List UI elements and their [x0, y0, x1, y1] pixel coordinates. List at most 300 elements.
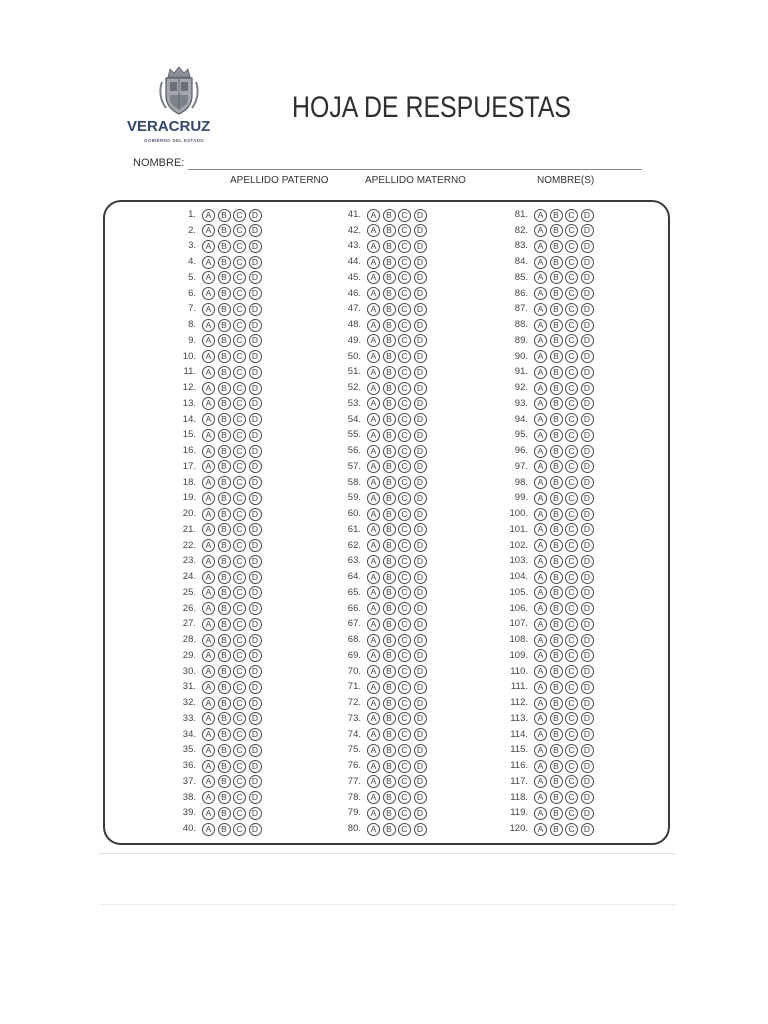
- answer-bubble-d: D: [581, 334, 594, 347]
- question-row: [315, 286, 435, 302]
- answer-bubble-a: A: [367, 240, 380, 253]
- answer-bubble-c: C: [233, 366, 246, 379]
- question-number: 78.: [347, 791, 361, 803]
- answer-bubble-c: C: [565, 728, 578, 741]
- question-number: 59.: [347, 492, 361, 504]
- answer-bubble-d: D: [581, 744, 594, 757]
- answer-bubble-b: B: [383, 807, 396, 820]
- answer-bubble-a: A: [202, 618, 215, 631]
- answer-bubble-a: A: [367, 775, 380, 788]
- answer-bubble-a: A: [534, 697, 547, 710]
- answer-bubble-c: C: [233, 445, 246, 458]
- question-row: [482, 679, 602, 695]
- answer-bubble-d: D: [414, 240, 427, 253]
- answer-bubble-d: D: [581, 760, 594, 773]
- answer-bubble-b: B: [550, 571, 563, 584]
- question-number: 35.: [182, 744, 196, 756]
- question-number: 87.: [514, 303, 528, 315]
- answer-bubble-b: B: [218, 303, 231, 316]
- question-number: 31.: [182, 681, 196, 693]
- answer-bubble-a: A: [534, 209, 547, 222]
- question-number: 28.: [182, 634, 196, 646]
- question-row: [482, 601, 602, 617]
- question-number: 19.: [182, 492, 196, 504]
- answer-bubble-a: A: [202, 523, 215, 536]
- answer-bubble-c: C: [565, 492, 578, 505]
- answer-bubble-b: B: [383, 728, 396, 741]
- answer-bubble-b: B: [550, 697, 563, 710]
- answer-bubble-b: B: [218, 744, 231, 757]
- page-title: HOJA DE RESPUESTAS: [292, 91, 572, 124]
- question-row: [150, 459, 270, 475]
- answer-bubble-b: B: [218, 429, 231, 442]
- answer-bubble-c: C: [565, 350, 578, 363]
- question-number: 14.: [182, 413, 196, 425]
- answer-bubble-d: D: [414, 586, 427, 599]
- question-number: 32.: [182, 697, 196, 709]
- answer-bubble-c: C: [565, 523, 578, 536]
- answer-bubble-c: C: [233, 712, 246, 725]
- answer-bubble-c: C: [398, 508, 411, 521]
- question-number: 103.: [509, 555, 528, 567]
- answer-bubble-d: D: [414, 287, 427, 300]
- answer-bubble-d: D: [414, 476, 427, 489]
- answer-bubble-d: D: [414, 775, 427, 788]
- question-number: 68.: [347, 634, 361, 646]
- question-row: [150, 569, 270, 585]
- question-row: [315, 427, 435, 443]
- question-row: [482, 301, 602, 317]
- answer-bubble-c: C: [398, 618, 411, 631]
- answer-bubble-b: B: [218, 382, 231, 395]
- answer-bubble-d: D: [414, 445, 427, 458]
- answer-bubble-c: C: [233, 744, 246, 757]
- answer-bubble-b: B: [383, 823, 396, 836]
- question-row: [315, 805, 435, 821]
- sublabel-apellido-materno: APELLIDO MATERNO: [365, 175, 466, 186]
- answer-bubble-c: C: [233, 807, 246, 820]
- question-number: 8.: [188, 319, 196, 331]
- answer-bubble-d: D: [581, 523, 594, 536]
- answer-bubble-d: D: [414, 334, 427, 347]
- question-number: 84.: [514, 256, 528, 268]
- answer-bubble-a: A: [367, 744, 380, 757]
- question-number: 83.: [514, 240, 528, 252]
- answer-bubble-c: C: [565, 712, 578, 725]
- question-row: [315, 349, 435, 365]
- answer-bubble-c: C: [398, 823, 411, 836]
- question-number: 88.: [514, 319, 528, 331]
- question-number: 20.: [182, 508, 196, 520]
- answer-bubble-a: A: [202, 681, 215, 694]
- answer-bubble-c: C: [565, 287, 578, 300]
- answer-bubble-c: C: [398, 224, 411, 237]
- answer-bubble-c: C: [398, 256, 411, 269]
- answer-bubble-d: D: [581, 240, 594, 253]
- answer-bubble-c: C: [398, 807, 411, 820]
- answer-bubble-a: A: [202, 429, 215, 442]
- answer-bubble-c: C: [233, 823, 246, 836]
- answer-bubble-c: C: [565, 224, 578, 237]
- answer-bubble-b: B: [550, 256, 563, 269]
- answer-bubble-a: A: [202, 634, 215, 647]
- answer-bubble-b: B: [383, 382, 396, 395]
- answer-bubble-b: B: [218, 634, 231, 647]
- question-row: [315, 364, 435, 380]
- answer-bubble-c: C: [233, 271, 246, 284]
- answer-bubble-a: A: [367, 350, 380, 363]
- answer-bubble-a: A: [534, 807, 547, 820]
- answer-bubble-c: C: [398, 539, 411, 552]
- answer-bubble-a: A: [202, 445, 215, 458]
- question-row: [315, 553, 435, 569]
- answer-bubble-d: D: [414, 760, 427, 773]
- question-number: 57.: [347, 460, 361, 472]
- answer-bubble-b: B: [550, 492, 563, 505]
- answer-bubble-c: C: [233, 413, 246, 426]
- question-row: [315, 585, 435, 601]
- question-row: [482, 790, 602, 806]
- question-number: 11.: [183, 366, 196, 378]
- question-number: 48.: [347, 319, 361, 331]
- question-row: [315, 648, 435, 664]
- answer-bubble-b: B: [550, 350, 563, 363]
- answer-bubble-c: C: [233, 555, 246, 568]
- answer-bubble-b: B: [550, 823, 563, 836]
- question-row: [315, 223, 435, 239]
- answer-bubble-b: B: [383, 697, 396, 710]
- name-line: [188, 169, 642, 170]
- answer-bubble-a: A: [202, 586, 215, 599]
- answer-bubble-a: A: [367, 382, 380, 395]
- answer-bubble-d: D: [581, 224, 594, 237]
- question-row: [482, 223, 602, 239]
- answer-bubble-a: A: [534, 397, 547, 410]
- answer-bubble-a: A: [534, 775, 547, 788]
- question-number: 30.: [182, 665, 196, 677]
- question-row: [315, 238, 435, 254]
- answer-bubble-d: D: [581, 712, 594, 725]
- answer-bubble-b: B: [550, 209, 563, 222]
- answer-bubble-c: C: [398, 775, 411, 788]
- question-row: [482, 632, 602, 648]
- question-number: 42.: [347, 224, 361, 236]
- answer-bubble-b: B: [383, 539, 396, 552]
- answer-bubble-c: C: [233, 476, 246, 489]
- question-row: [315, 301, 435, 317]
- question-number: 116.: [510, 760, 528, 772]
- question-number: 39.: [182, 807, 196, 819]
- question-number: 51.: [347, 366, 361, 378]
- question-row: [150, 695, 270, 711]
- answer-bubble-a: A: [534, 319, 547, 332]
- answer-bubble-b: B: [383, 775, 396, 788]
- answer-bubble-a: A: [202, 791, 215, 804]
- answer-bubble-b: B: [383, 760, 396, 773]
- question-number: 26.: [182, 602, 196, 614]
- answer-bubble-a: A: [367, 523, 380, 536]
- question-number: 47.: [347, 303, 361, 315]
- answer-bubble-a: A: [367, 303, 380, 316]
- answer-bubble-c: C: [398, 366, 411, 379]
- answer-bubble-a: A: [367, 492, 380, 505]
- question-number: 63.: [347, 555, 361, 567]
- question-number: 98.: [514, 476, 528, 488]
- answer-bubble-c: C: [565, 697, 578, 710]
- answer-bubble-b: B: [383, 744, 396, 757]
- answer-bubble-a: A: [202, 508, 215, 521]
- question-number: 80.: [347, 823, 361, 835]
- question-number: 89.: [514, 334, 528, 346]
- answer-bubble-a: A: [367, 224, 380, 237]
- answer-bubble-a: A: [202, 697, 215, 710]
- answer-bubble-a: A: [534, 445, 547, 458]
- answer-bubble-a: A: [534, 256, 547, 269]
- question-number: 5.: [188, 271, 196, 283]
- answer-bubble-c: C: [565, 586, 578, 599]
- question-row: [315, 790, 435, 806]
- answer-bubble-a: A: [202, 413, 215, 426]
- question-row: [150, 522, 270, 538]
- answer-bubble-a: A: [367, 649, 380, 662]
- answer-bubble-d: D: [249, 634, 262, 647]
- answer-bubble-d: D: [581, 429, 594, 442]
- question-number: 33.: [182, 712, 196, 724]
- question-row: [482, 317, 602, 333]
- answer-bubble-d: D: [581, 209, 594, 222]
- answer-bubble-a: A: [202, 256, 215, 269]
- answer-bubble-d: D: [249, 350, 262, 363]
- answer-bubble-a: A: [202, 571, 215, 584]
- answer-bubble-b: B: [218, 240, 231, 253]
- answer-bubble-c: C: [565, 240, 578, 253]
- question-row: [315, 443, 435, 459]
- answer-bubble-c: C: [233, 697, 246, 710]
- answer-bubble-a: A: [534, 728, 547, 741]
- question-number: 109.: [509, 649, 528, 661]
- answer-bubble-c: C: [233, 256, 246, 269]
- question-number: 104.: [509, 571, 528, 583]
- answer-bubble-a: A: [534, 523, 547, 536]
- question-row: [150, 286, 270, 302]
- question-number: 74.: [347, 728, 361, 740]
- answer-bubble-b: B: [218, 256, 231, 269]
- answer-bubble-d: D: [249, 697, 262, 710]
- question-row: [150, 427, 270, 443]
- answer-bubble-b: B: [218, 712, 231, 725]
- sublabel-apellido-paterno: APELLIDO PATERNO: [230, 175, 329, 186]
- answer-bubble-b: B: [550, 539, 563, 552]
- answer-bubble-a: A: [202, 807, 215, 820]
- question-number: 40.: [182, 823, 196, 835]
- question-row: [150, 254, 270, 270]
- answer-bubble-a: A: [367, 555, 380, 568]
- question-row: [315, 569, 435, 585]
- answer-bubble-b: B: [383, 413, 396, 426]
- answer-bubble-c: C: [233, 539, 246, 552]
- answer-bubble-b: B: [218, 775, 231, 788]
- question-number: 55.: [347, 429, 361, 441]
- answer-bubble-a: A: [367, 366, 380, 379]
- question-row: [315, 601, 435, 617]
- answer-bubble-a: A: [534, 586, 547, 599]
- question-number: 97.: [514, 460, 528, 472]
- answer-bubble-d: D: [249, 429, 262, 442]
- answer-bubble-b: B: [218, 287, 231, 300]
- answer-bubble-b: B: [550, 791, 563, 804]
- question-row: [150, 711, 270, 727]
- answer-bubble-a: A: [534, 413, 547, 426]
- question-row: [150, 317, 270, 333]
- question-row: [482, 711, 602, 727]
- question-row: [150, 632, 270, 648]
- answer-bubble-b: B: [218, 539, 231, 552]
- answer-bubble-d: D: [581, 366, 594, 379]
- answer-bubble-d: D: [249, 791, 262, 804]
- question-row: [482, 286, 602, 302]
- answer-bubble-d: D: [581, 791, 594, 804]
- answer-bubble-b: B: [383, 397, 396, 410]
- answer-bubble-c: C: [233, 571, 246, 584]
- question-row: [150, 506, 270, 522]
- question-number: 54.: [347, 413, 361, 425]
- answer-bubble-b: B: [218, 319, 231, 332]
- answer-bubble-c: C: [233, 397, 246, 410]
- answer-bubble-a: A: [202, 334, 215, 347]
- brand-name: VERACRUZ: [127, 118, 211, 135]
- answer-bubble-d: D: [414, 602, 427, 615]
- answer-bubble-b: B: [218, 791, 231, 804]
- answer-bubble-b: B: [218, 697, 231, 710]
- question-row: [315, 664, 435, 680]
- answer-bubble-d: D: [581, 728, 594, 741]
- answer-bubble-c: C: [398, 728, 411, 741]
- answer-bubble-d: D: [581, 807, 594, 820]
- question-row: [482, 522, 602, 538]
- question-row: [150, 601, 270, 617]
- answer-bubble-b: B: [218, 366, 231, 379]
- answer-bubble-a: A: [202, 775, 215, 788]
- answer-bubble-d: D: [581, 586, 594, 599]
- answer-bubble-d: D: [414, 807, 427, 820]
- answer-bubble-b: B: [218, 760, 231, 773]
- answer-bubble-a: A: [202, 287, 215, 300]
- question-number: 38.: [182, 791, 196, 803]
- question-number: 46.: [347, 287, 361, 299]
- answer-bubble-c: C: [565, 271, 578, 284]
- question-number: 120.: [509, 823, 528, 835]
- answer-bubble-b: B: [383, 618, 396, 631]
- answer-bubble-d: D: [249, 618, 262, 631]
- answer-bubble-a: A: [534, 681, 547, 694]
- question-number: 50.: [347, 350, 361, 362]
- answer-bubble-a: A: [534, 760, 547, 773]
- answer-bubble-c: C: [398, 760, 411, 773]
- answer-bubble-c: C: [565, 256, 578, 269]
- answer-bubble-b: B: [550, 382, 563, 395]
- question-number: 13.: [182, 397, 196, 409]
- sublabel-nombres: NOMBRE(S): [537, 175, 595, 186]
- question-number: 29.: [182, 649, 196, 661]
- answer-bubble-c: C: [233, 287, 246, 300]
- question-number: 92.: [514, 382, 528, 394]
- question-row: [482, 475, 602, 491]
- question-row: [482, 380, 602, 396]
- answer-bubble-c: C: [565, 681, 578, 694]
- answer-bubble-a: A: [534, 460, 547, 473]
- question-number: 94.: [514, 413, 528, 425]
- answer-bubble-d: D: [249, 665, 262, 678]
- answer-bubble-c: C: [398, 602, 411, 615]
- question-row: [482, 459, 602, 475]
- answer-bubble-c: C: [565, 571, 578, 584]
- answer-bubble-d: D: [581, 319, 594, 332]
- answer-bubble-b: B: [218, 555, 231, 568]
- answer-bubble-d: D: [581, 445, 594, 458]
- question-row: [315, 821, 435, 837]
- question-number: 58.: [347, 476, 361, 488]
- answer-bubble-d: D: [249, 571, 262, 584]
- answer-bubble-a: A: [534, 476, 547, 489]
- answer-bubble-b: B: [383, 429, 396, 442]
- question-row: [315, 207, 435, 223]
- answer-bubble-b: B: [383, 602, 396, 615]
- answer-bubble-b: B: [550, 602, 563, 615]
- question-number: 37.: [182, 775, 196, 787]
- answer-bubble-c: C: [565, 602, 578, 615]
- answer-bubble-a: A: [367, 697, 380, 710]
- answer-bubble-d: D: [249, 413, 262, 426]
- answer-bubble-b: B: [383, 319, 396, 332]
- answer-bubble-d: D: [249, 303, 262, 316]
- question-number: 73.: [347, 712, 361, 724]
- answer-bubble-c: C: [398, 791, 411, 804]
- answer-bubble-d: D: [249, 807, 262, 820]
- answer-bubble-d: D: [581, 618, 594, 631]
- question-number: 101.: [509, 523, 528, 535]
- answer-bubble-a: A: [367, 618, 380, 631]
- answer-bubble-c: C: [233, 791, 246, 804]
- question-number: 44.: [347, 256, 361, 268]
- question-row: [315, 632, 435, 648]
- answer-bubble-b: B: [218, 649, 231, 662]
- answer-bubble-c: C: [233, 429, 246, 442]
- answer-bubble-b: B: [550, 586, 563, 599]
- answer-bubble-b: B: [218, 413, 231, 426]
- answer-bubble-b: B: [383, 712, 396, 725]
- answer-bubble-c: C: [398, 397, 411, 410]
- answer-bubble-b: B: [550, 460, 563, 473]
- question-row: [150, 380, 270, 396]
- answer-bubble-c: C: [565, 775, 578, 788]
- question-row: [150, 443, 270, 459]
- question-number: 96.: [514, 445, 528, 457]
- question-row: [315, 774, 435, 790]
- answer-bubble-a: A: [202, 350, 215, 363]
- question-number: 62.: [347, 539, 361, 551]
- answer-bubble-c: C: [398, 303, 411, 316]
- answer-bubble-d: D: [249, 744, 262, 757]
- answer-bubble-a: A: [367, 445, 380, 458]
- answer-bubble-d: D: [581, 681, 594, 694]
- question-number: 100.: [509, 508, 528, 520]
- question-number: 110.: [510, 665, 528, 677]
- question-number: 23.: [182, 555, 196, 567]
- answer-bubble-a: A: [367, 334, 380, 347]
- question-number: 2.: [188, 224, 196, 236]
- answer-bubble-b: B: [550, 712, 563, 725]
- question-row: [315, 538, 435, 554]
